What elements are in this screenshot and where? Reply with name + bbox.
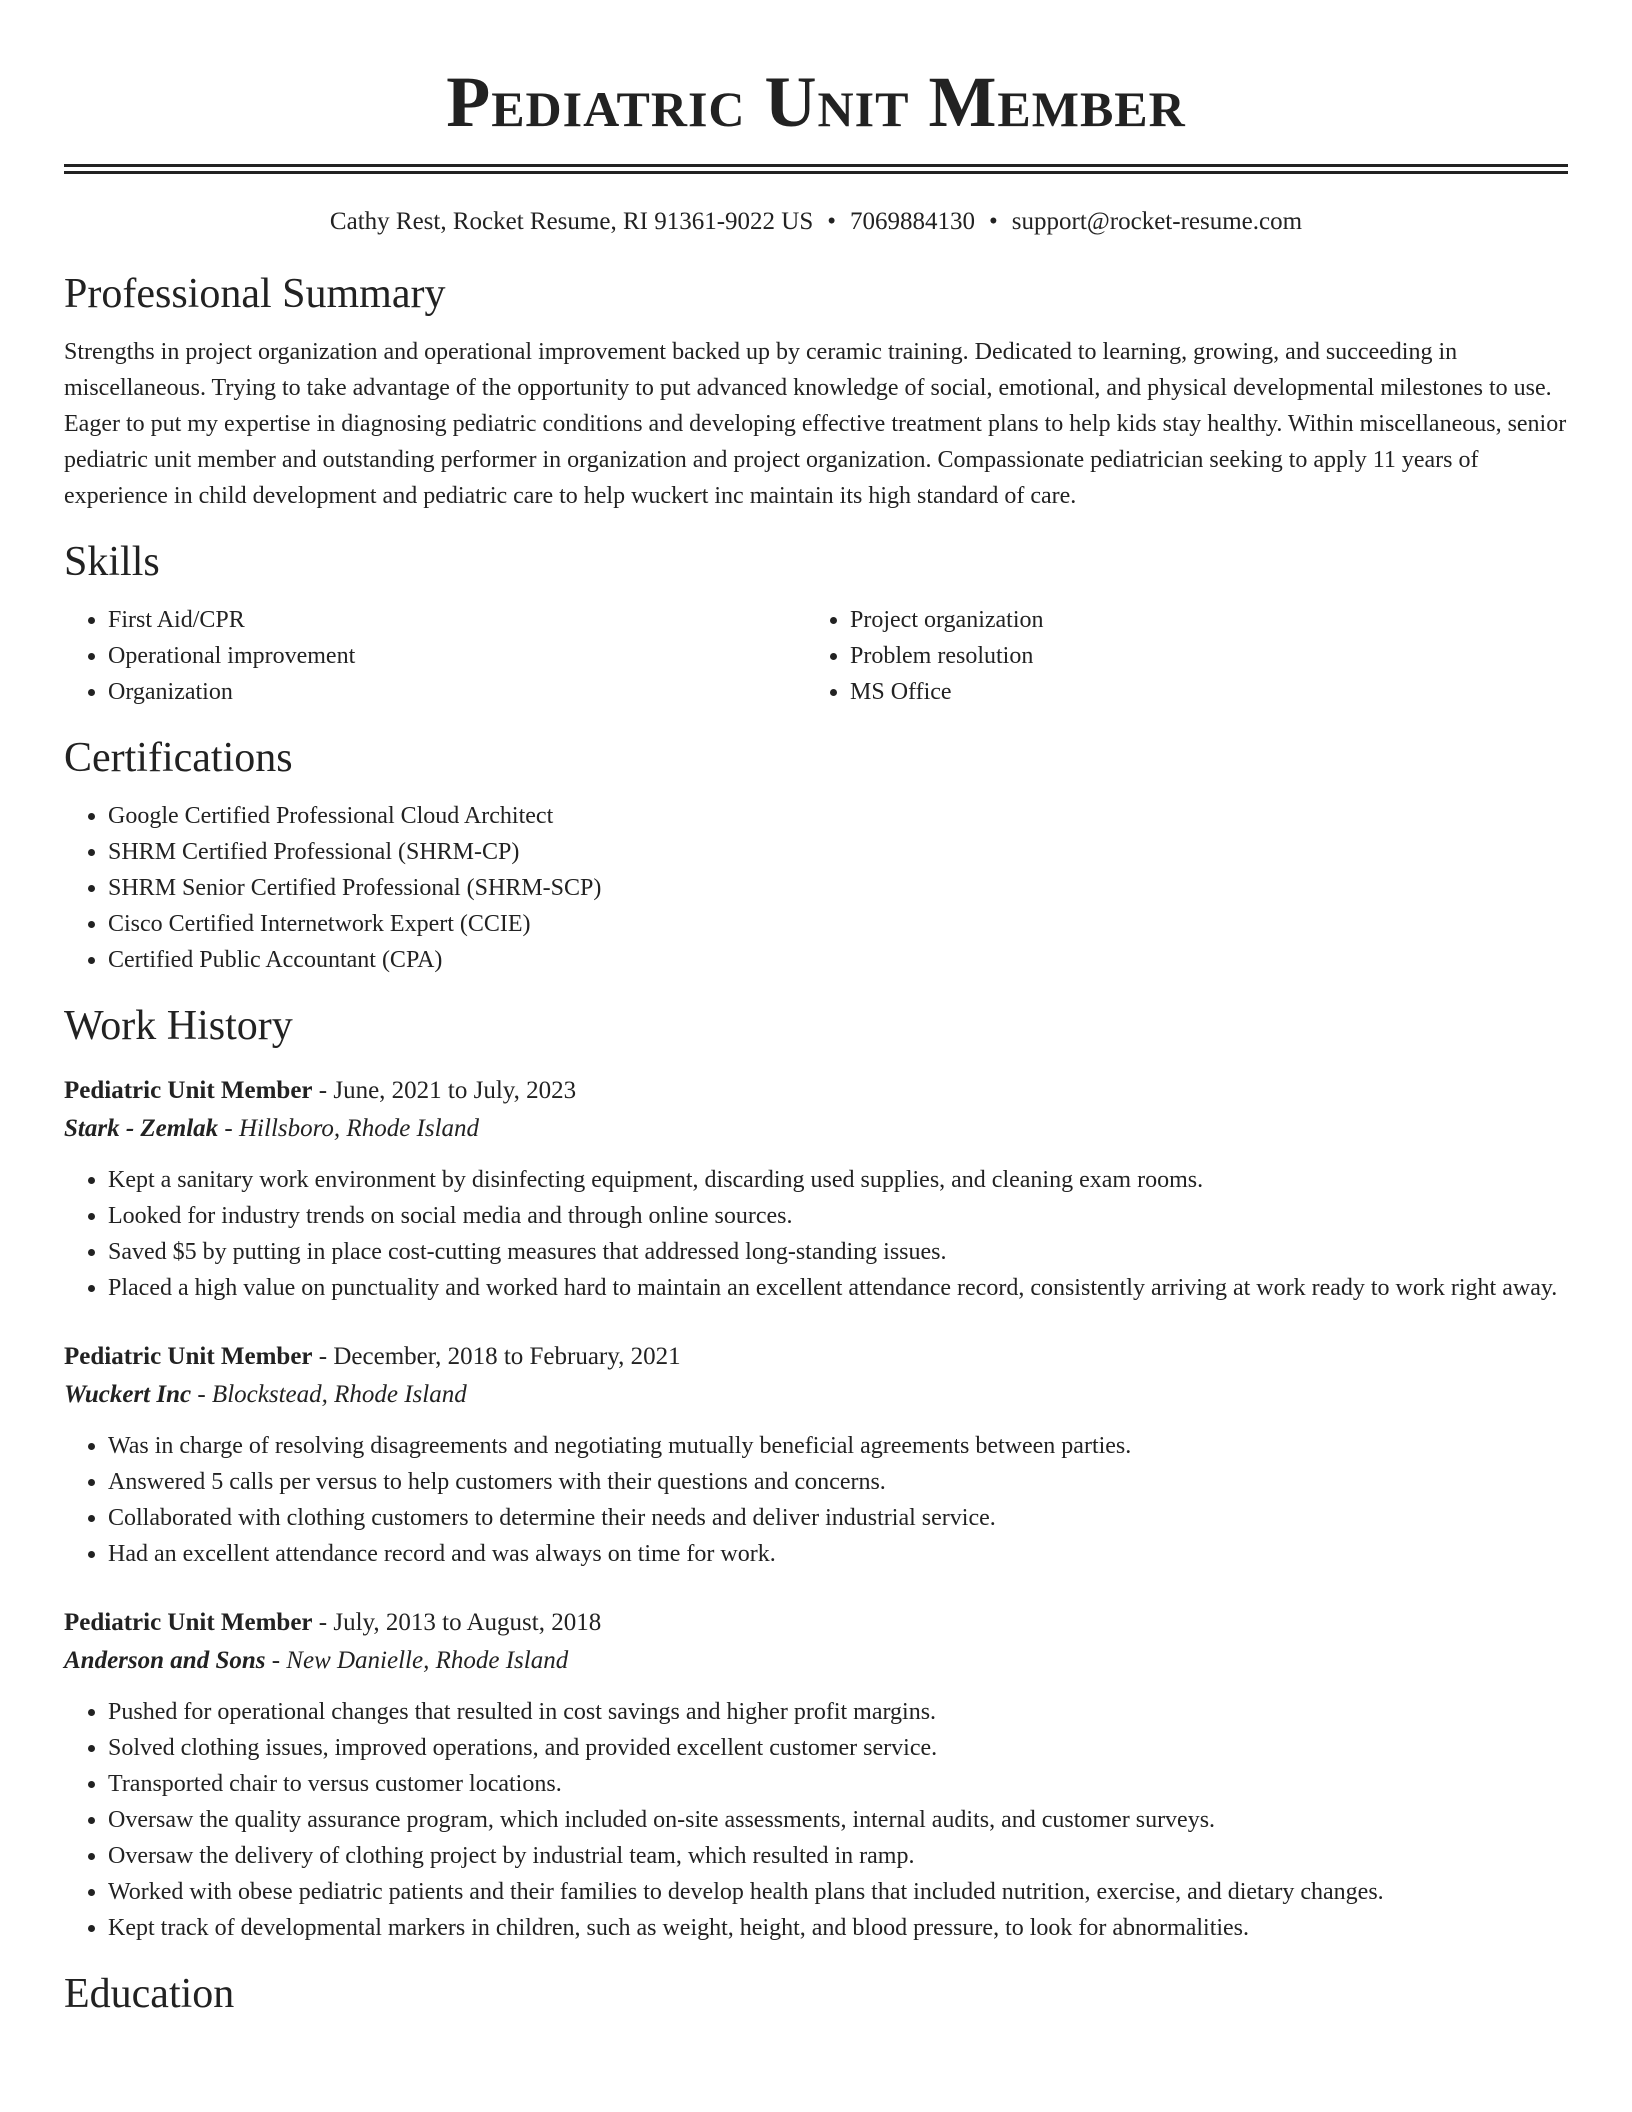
job-location: - New Danielle, Rhode Island <box>265 1647 569 1674</box>
job-location: - Hillsboro, Rhode Island <box>218 1115 480 1142</box>
job-title: Pediatric Unit Member <box>64 1077 313 1104</box>
job-bullet: • Pushed for operational changes that resulted in cost savings and higher profit margins. <box>108 1694 1568 1730</box>
job-entry <box>64 1604 1568 1946</box>
contact-phone: 7069884130 <box>850 208 975 235</box>
job-company-line <box>64 1376 1568 1414</box>
skill-item: • First Aid/CPR <box>108 602 806 638</box>
job-company-line <box>64 1110 1568 1148</box>
job-bullet: • Looked for industry trends on social media and through online sources. <box>108 1198 1568 1234</box>
work-history-section <box>64 1000 1568 1946</box>
skill-item: • Organization <box>108 674 806 710</box>
job-company: Anderson and Sons <box>64 1647 266 1674</box>
job-bullets <box>64 1428 1568 1572</box>
certifications-list <box>64 798 1568 978</box>
job-title-line <box>64 1604 1568 1642</box>
certification-item: • SHRM Senior Certified Professional (SHRM-SCP) <box>108 870 1568 906</box>
contact-separator: • <box>989 208 998 235</box>
resume-page <box>64 0 1568 2020</box>
job-dates: - June, 2021 to July, 2023 <box>312 1077 577 1104</box>
job-title: Pediatric Unit Member <box>64 1343 313 1370</box>
job-location: - Blockstead, Rhode Island <box>191 1381 467 1408</box>
job-title-line <box>64 1338 1568 1376</box>
certification-item: • Cisco Certified Internetwork Expert (CCIE) <box>108 906 1568 942</box>
job-bullet: • Answered 5 calls per versus to help customers with their questions and concerns. <box>108 1464 1568 1500</box>
job-bullet: • Saved $5 by putting in place cost-cutting measures that addressed long-standing issues. <box>108 1234 1568 1270</box>
skill-item: • Problem resolution <box>850 638 1548 674</box>
job-bullet: • Worked with obese pediatric patients and their families to develop health plans that included nutrition, exercise, and dietary changes. <box>108 1874 1568 1910</box>
resume-title: Pediatric Unit Member <box>446 62 1186 142</box>
education-heading: Education <box>64 1971 235 2017</box>
job-company: Stark - Zemlak <box>64 1115 219 1142</box>
skills-column-right <box>806 602 1548 710</box>
certification-item: • Certified Public Accountant (CPA) <box>108 942 1568 978</box>
job-company-line <box>64 1642 1568 1680</box>
job-bullet: • Oversaw the delivery of clothing project by industrial team, which resulted in ramp. <box>108 1838 1568 1874</box>
certifications-section <box>64 732 1568 978</box>
summary-text: Strengths in project organization and operational improvement backed up by ceramic training. Dedicated to learning, growing, and succeeding in miscellaneous. Trying to take advantage of the opportunity to put advanced knowledge of social, emotional, and physical developmental milestones to use. Eager to put my expertise in diagnosing pediatric conditions and developing effective treatment plans to help kids stay healthy. Within miscellaneous, senior pediatric unit member and outstanding performer in organization and project organization. Compassionate pediatrician seeking to apply 11 years of experience in child development and pediatric care to help wuckert inc maintain its high standard of care. <box>64 339 1567 509</box>
job-bullet: • Transported chair to versus customer locations. <box>108 1766 1568 1802</box>
summary-section <box>64 268 1568 514</box>
certification-item: • SHRM Certified Professional (SHRM-CP) <box>108 834 1568 870</box>
skill-item: • Operational improvement <box>108 638 806 674</box>
summary-heading: Professional Summary <box>64 271 446 317</box>
job-company: Wuckert Inc <box>64 1381 192 1408</box>
job-bullet: • Oversaw the quality assurance program, which included on-site assessments, internal audits, and customer surveys. <box>108 1802 1568 1838</box>
work-history-heading: Work History <box>64 1003 293 1049</box>
job-title: Pediatric Unit Member <box>64 1609 313 1636</box>
job-entry <box>64 1072 1568 1306</box>
contact-separator: • <box>827 208 836 235</box>
job-dates: - July, 2013 to August, 2018 <box>312 1609 602 1636</box>
certifications-heading: Certifications <box>64 735 293 781</box>
certification-item: • Google Certified Professional Cloud Architect <box>108 798 1568 834</box>
skills-heading: Skills <box>64 539 160 585</box>
job-bullets <box>64 1162 1568 1306</box>
job-bullet: • Kept track of developmental markers in children, such as weight, height, and blood pressure, to look for abnormalities. <box>108 1910 1568 1946</box>
skills-column-left <box>64 602 806 710</box>
job-dates: - December, 2018 to February, 2021 <box>312 1343 681 1370</box>
job-bullet: • Had an excellent attendance record and was always on time for work. <box>108 1536 1568 1572</box>
contact-line <box>64 206 1568 238</box>
job-bullet: • Solved clothing issues, improved operations, and provided excellent customer service. <box>108 1730 1568 1766</box>
job-bullet: • Collaborated with clothing customers to determine their needs and deliver industrial service. <box>108 1500 1568 1536</box>
contact-address: Cathy Rest, Rocket Resume, RI 91361-9022 US <box>329 208 814 235</box>
skills-section <box>64 536 1568 710</box>
contact-email: support@rocket-resume.com <box>1011 208 1303 235</box>
job-title-line <box>64 1072 1568 1110</box>
title-double-rule <box>64 164 1568 174</box>
education-section <box>64 1968 1568 2020</box>
skills-grid <box>64 602 1568 710</box>
job-bullets <box>64 1694 1568 1946</box>
job-entry <box>64 1338 1568 1572</box>
job-bullet: • Was in charge of resolving disagreements and negotiating mutually beneficial agreements between parties. <box>108 1428 1568 1464</box>
skill-item: • MS Office <box>850 674 1548 710</box>
skill-item: • Project organization <box>850 602 1548 638</box>
job-bullet: • Kept a sanitary work environment by disinfecting equipment, discarding used supplies, and cleaning exam rooms. <box>108 1162 1568 1198</box>
job-bullet: • Placed a high value on punctuality and worked hard to maintain an excellent attendance record, consistently arriving at work ready to work right away. <box>108 1270 1568 1306</box>
